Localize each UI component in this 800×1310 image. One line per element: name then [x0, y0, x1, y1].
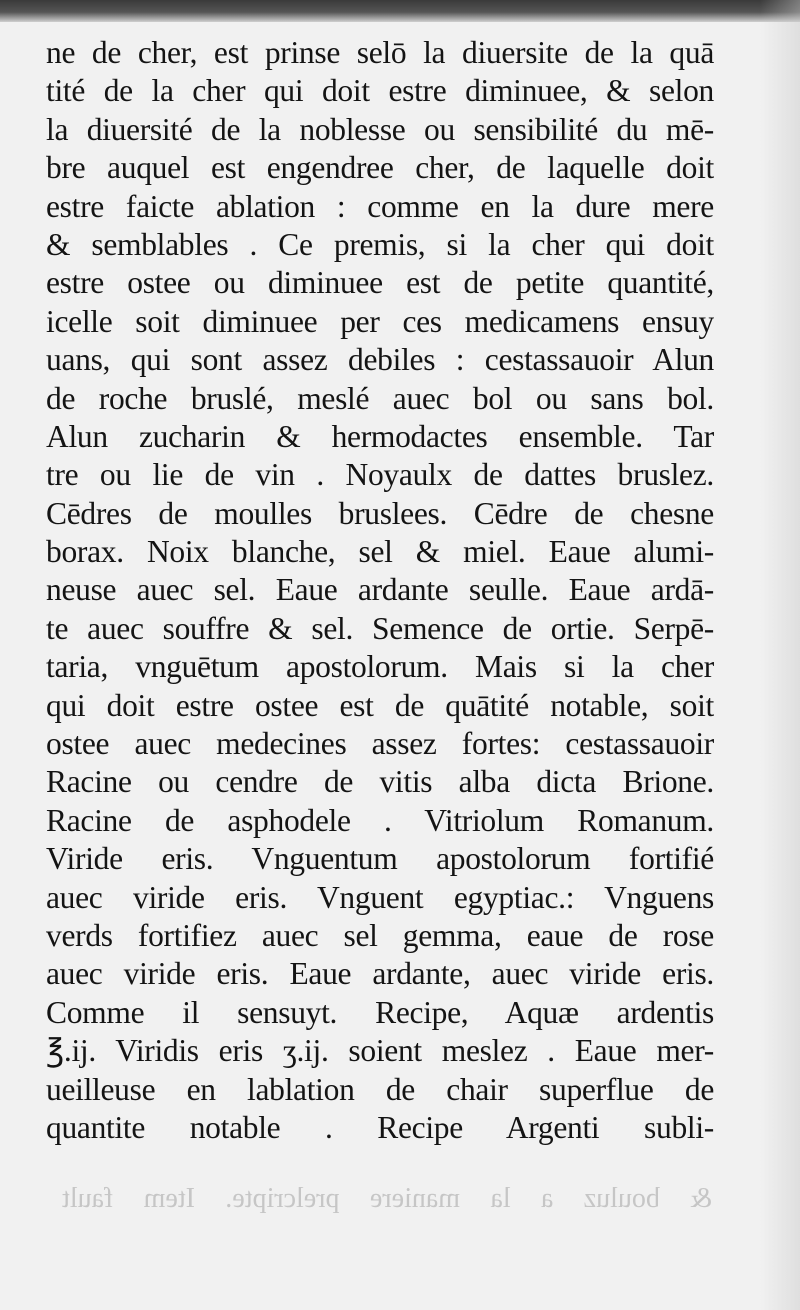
text-line: Viride eris. Vnguentum apostolorum fortifié [46, 841, 714, 877]
text-line: & semblables . Ce premis, si la cher qui doit [46, 226, 714, 262]
text-line: estre ostee ou diminuee est de petite quantité, [46, 265, 714, 301]
body-text [46, 34, 714, 1147]
text-line: Cēdres de moulles bruslees. Cēdre de chesne [46, 495, 714, 531]
text-line: la diuersité de la noblesse ou sensibilité du mē- [46, 111, 714, 147]
text-line: tité de la cher qui doit estre diminuee, & selon [46, 73, 714, 109]
text-line: te auec souffre & sel. Semence de ortie. Serpē- [46, 610, 714, 646]
page-top-edge [0, 0, 800, 22]
text-line: Alun zucharin & hermodactes ensemble. Tar [46, 418, 714, 454]
text-line: borax. Noix blanche, sel & miel. Eaue alumi- [46, 534, 714, 570]
text-line: de roche bruslé, meslé auec bol ou sans bol. [46, 380, 714, 416]
text-line: ℥.ij. Viridis eris ʒ.ij. soient meslez . Eaue mer- [46, 1033, 714, 1069]
text-line: bre auquel est engendree cher, de laquelle doit [46, 150, 714, 186]
text-line: auec viride eris. Vnguent egyptiac.: Vnguens [46, 879, 714, 915]
text-line: estre faicte ablation : comme en la dure mere [46, 188, 714, 224]
page-shadow [760, 0, 800, 1310]
text-line: tre ou lie de vin . Noyaulx de dattes bruslez. [46, 457, 714, 493]
text-line: taria, vnguētum apostolorum. Mais si la cher [46, 649, 714, 685]
text-line: ueilleuse en lablation de chair superflue de [46, 1071, 714, 1107]
text-line: ne de cher, est prinse selō la diuersite de la quā [46, 35, 714, 70]
text-line: ostee auec medecines assez fortes: cestassauoir [46, 726, 714, 762]
text-line: quantite notable . Recipe Argenti subli- [46, 1109, 714, 1145]
text-line: qui doit estre ostee est de quātité notable, soit [46, 687, 714, 723]
text-line: icelle soit diminuee per ces medicamens ensuy [46, 303, 714, 339]
text-line: auec viride eris. Eaue ardante, auec viride eris. [46, 956, 714, 992]
text-line: Racine ou cendre de vitis alba dicta Brione. [46, 764, 714, 800]
text-line: verds fortifiez auec sel gemma, eaue de rose [46, 917, 714, 953]
text-line: neuse auec sel. Eaue ardante seulle. Eaue ardā- [46, 572, 714, 608]
bleed-through-text: & bouluz a la maniere prelcripte. Item fault [62, 1183, 712, 1214]
text-line: Comme il sensuyt. Recipe, Aquæ ardentis [46, 994, 714, 1030]
text-line: uans, qui sont assez debiles : cestassauoir Alun [46, 342, 714, 378]
text-line: Racine de asphodele . Vitriolum Romanum. [46, 802, 714, 838]
